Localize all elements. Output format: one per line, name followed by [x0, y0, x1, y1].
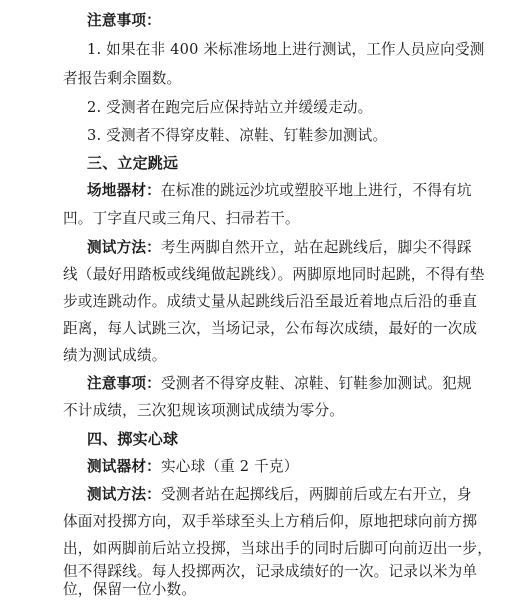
standing-jump-method-line-4: 距离，每人试跳三次，当场记录，公布每次成绩，最好的一次成: [63, 320, 478, 337]
section-heading-standing-long-jump: 三、立定跳远: [87, 154, 179, 172]
standing-jump-equipment-line-1: [87, 181, 472, 201]
note-item-2: 2. 受测者在跑完后应保持站立并缓缓走动。: [87, 99, 373, 116]
equipment-label: 测试器材：: [87, 458, 161, 475]
shot-throw-method-line-3: 出，如两脚前后站立投掷，当球出手的同时后脚可向前迈出一步，: [63, 540, 493, 557]
shot-throw-method-line-2: 体面对投掷方向，双手举球至头上方稍后仰，原地把球向前方掷: [63, 513, 478, 530]
standing-jump-method-line-3: 步或连跳动作。成绩丈量从起跳线后沿至最近着地点后沿的垂直: [63, 293, 478, 310]
shot-throw-method-line-4: 但不得踩线。每人投掷两次，记录成绩好的一次。记录以米为单: [63, 563, 478, 580]
note-item-3: 3. 受测者不得穿皮鞋、凉鞋、钉鞋参加测试。: [87, 127, 388, 144]
shot-throw-method-line-5: 位，保留一位小数。: [63, 581, 197, 598]
equipment-text: 实心球（重 2 千克）: [160, 458, 299, 475]
equipment-label: 场地器材：: [87, 182, 161, 199]
method-text: 考生两脚自然开立，站在起跳线后，脚尖不得踩: [160, 239, 472, 256]
standing-jump-equipment-line-2: 凹。丁字直尺或三角尺、扫帚若干。: [63, 210, 300, 227]
notes-title: 注意事项：: [87, 12, 161, 29]
shot-throw-method-line-1: [87, 485, 472, 505]
standing-jump-method-line-5: 绩为测试成绩。: [63, 347, 167, 364]
equipment-text: 在标准的跳远沙坑或塑胶平地上进行，不得有坑: [160, 182, 472, 199]
note-item-1-line-1: 1. 如果在非 400 米标准场地上进行测试，工作人员应向受测: [87, 41, 485, 58]
standing-jump-method-line-2: 线（最好用踏板或线绳做起跳线）。两脚原地同时起跳，不得有垫: [63, 266, 485, 283]
section-heading-shot-throw: 四、掷实心球: [87, 430, 179, 448]
method-label: 测试方法：: [87, 486, 161, 503]
standing-jump-notes-line-1: [87, 374, 472, 394]
standing-jump-notes-line-2: 不计成绩，三次犯规该项测试成绩为零分。: [63, 402, 345, 419]
note-item-1-line-2: 者报告剩余圈数。: [63, 70, 182, 87]
notes-text: 受测者不得穿皮鞋、凉鞋、钉鞋参加测试。犯规: [160, 375, 472, 392]
shot-throw-equipment-line: [87, 457, 299, 477]
method-text: 受测者站在起掷线后，两脚前后或左右开立，身: [160, 486, 472, 503]
standing-jump-method-line-1: [87, 238, 472, 258]
method-label: 测试方法：: [87, 239, 161, 256]
notes-label: 注意事项：: [87, 375, 161, 392]
